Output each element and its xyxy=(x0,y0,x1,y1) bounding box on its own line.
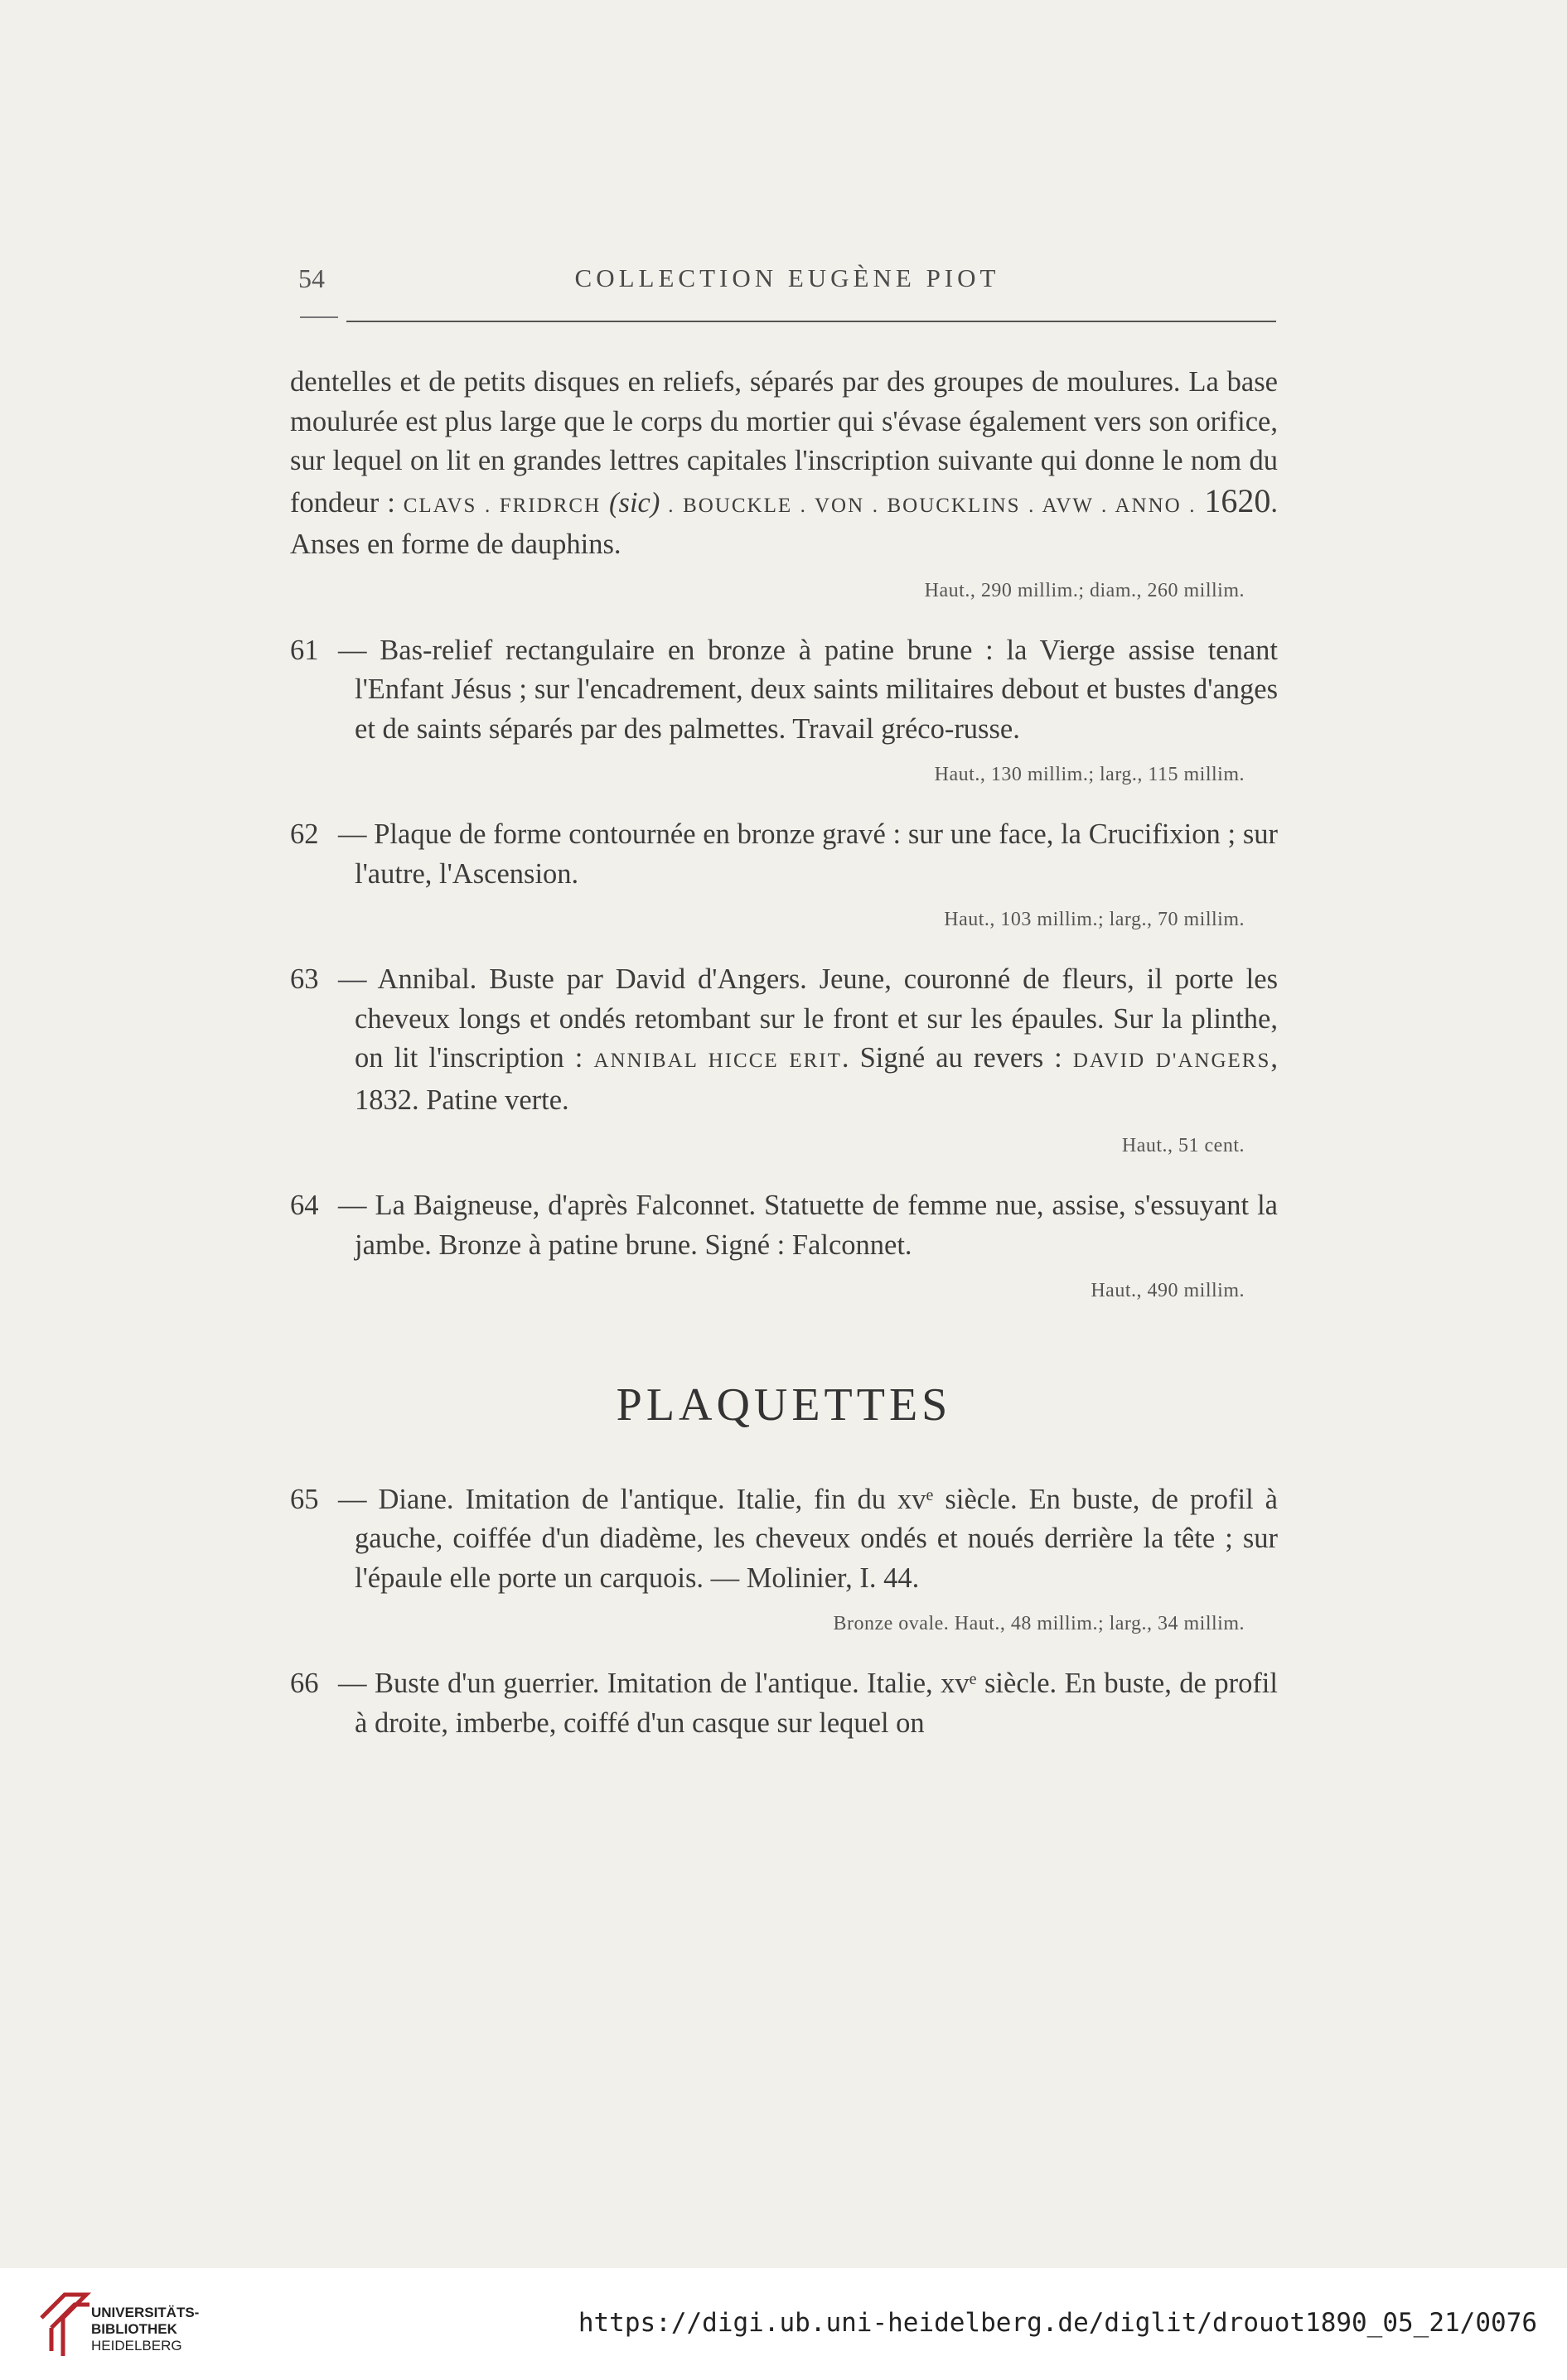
catalog-entry-63 xyxy=(290,960,1278,1120)
entry-text-1: — Annibal. Buste par David d'Angers. Jeune, couronné de fleurs, il porte les cheveux longs et ondés retombant sur le front et sur les épaules. Sur la plinthe, on lit l'inscription : xyxy=(338,963,1278,1074)
entry-text-2: siècle. En buste, de profil à droite, imberbe, coiffé d'un casque sur lequel on xyxy=(355,1668,1278,1739)
signature-text: DAVID D'ANGERS xyxy=(1072,1050,1271,1072)
catalog-entry-61 xyxy=(290,631,1278,750)
entry-text-1: — Diane. Imitation de l'antique. Italie, fin du xv xyxy=(338,1483,926,1515)
sic-note: (sic) xyxy=(609,486,660,519)
dimensions: Bronze ovale. Haut., 48 millim.; larg., 34 millim. xyxy=(833,1613,1245,1634)
catalog-entry-64 xyxy=(290,1186,1278,1265)
library-name xyxy=(91,2305,199,2354)
entry-text-4: . Patine verte. xyxy=(412,1084,569,1116)
header-rule-short xyxy=(300,316,338,318)
section-title: PLAQUETTES xyxy=(616,1379,952,1431)
entry-text-2: siècle. En buste, de profil à gauche, coiffée d'un diadème, les cheveux ondés et noués derrière la tête ; sur l'épaule elle porte un carquois. — Molinier, I. 44. xyxy=(355,1483,1278,1594)
catalog-entry-65 xyxy=(290,1480,1278,1599)
entry-number: 64 xyxy=(290,1190,319,1221)
header-rule xyxy=(346,321,1276,322)
catalog-entry-66 xyxy=(290,1664,1278,1743)
inscription-text-2: . BOUCKLE . VON . BOUCKLINS . AVW . ANNO . xyxy=(668,494,1197,517)
dimensions: Haut., 51 cent. xyxy=(1121,1135,1245,1156)
permalink-url[interactable]: https://digi.ub.uni-heidelberg.de/diglit/drouot1890_05_21/0076 xyxy=(578,2308,1537,2338)
library-name-line-2: BIBLIOTHEK xyxy=(91,2321,177,2337)
library-name-line-1: UNIVERSITÄTS- xyxy=(91,2305,200,2320)
entry-number: 65 xyxy=(290,1483,319,1515)
dimensions: Haut., 290 millim.; diam., 260 millim. xyxy=(924,579,1245,601)
running-title: COLLECTION EUGÈNE PIOT xyxy=(574,263,1000,292)
intro-paragraph xyxy=(290,363,1278,565)
dimensions: Haut., 103 millim.; larg., 70 millim. xyxy=(944,909,1245,930)
intro-text-1: dentelles et de petits disques en reliefs, séparés par des groupes de moulures. La base moulurée est plus large que le corps du mortier qui s'évase également vers son orifice, sur lequel on lit en grandes lettres capitales l'inscription suivante qui donne le nom du fondeur : xyxy=(290,366,1278,519)
entry-text-3: , xyxy=(1270,1042,1279,1074)
library-name-line-3: HEIDELBERG xyxy=(91,2338,182,2353)
entry-text: — La Baigneuse, d'après Falconnet. Statuette de femme nue, assise, s'essuyant la jambe. Bronze à patine brune. Signé : Falconnet. xyxy=(338,1190,1278,1261)
entry-text-2: . Signé au revers : xyxy=(841,1042,1073,1074)
intro-text-2: . Anses en forme de dauphins. xyxy=(290,486,1279,560)
viewer-footer xyxy=(0,2268,1567,2380)
catalog-entry-62 xyxy=(290,815,1278,894)
inscription-text: CLAVS . FRIDRCH xyxy=(403,494,602,517)
page-number: 54 xyxy=(298,263,325,293)
signature-year: 1832 xyxy=(355,1084,412,1116)
entry-text-1: — Buste d'un guerrier. Imitation de l'antique. Italie, xv xyxy=(338,1668,970,1699)
entry-text: — Plaque de forme contournée en bronze gravé : sur une face, la Crucifixion ; sur l'autre, l'Ascension. xyxy=(338,818,1278,890)
entry-number: 66 xyxy=(290,1668,319,1699)
entry-text: — Bas-relief rectangulaire en bronze à patine brune : la Vierge assise tenant l'Enfant Jésus ; sur l'encadrement, deux saints militaires debout et bustes d'anges et de saints séparés par des palmettes. Travail gréco-russe. xyxy=(338,634,1278,745)
entry-number: 63 xyxy=(290,963,319,995)
inscription-text: ANNIBAL HICCE ERIT xyxy=(593,1050,842,1072)
entry-number: 62 xyxy=(290,818,319,850)
inscription-year: 1620 xyxy=(1204,481,1271,519)
page-header xyxy=(298,263,1276,313)
entry-number: 61 xyxy=(290,634,319,666)
page-body xyxy=(290,363,1278,1743)
library-logo-icon xyxy=(35,2285,98,2361)
dimensions: Haut., 490 millim. xyxy=(1091,1280,1245,1301)
superscript: e xyxy=(926,1485,934,1504)
dimensions: Haut., 130 millim.; larg., 115 millim. xyxy=(934,764,1245,785)
superscript: e xyxy=(969,1670,977,1688)
